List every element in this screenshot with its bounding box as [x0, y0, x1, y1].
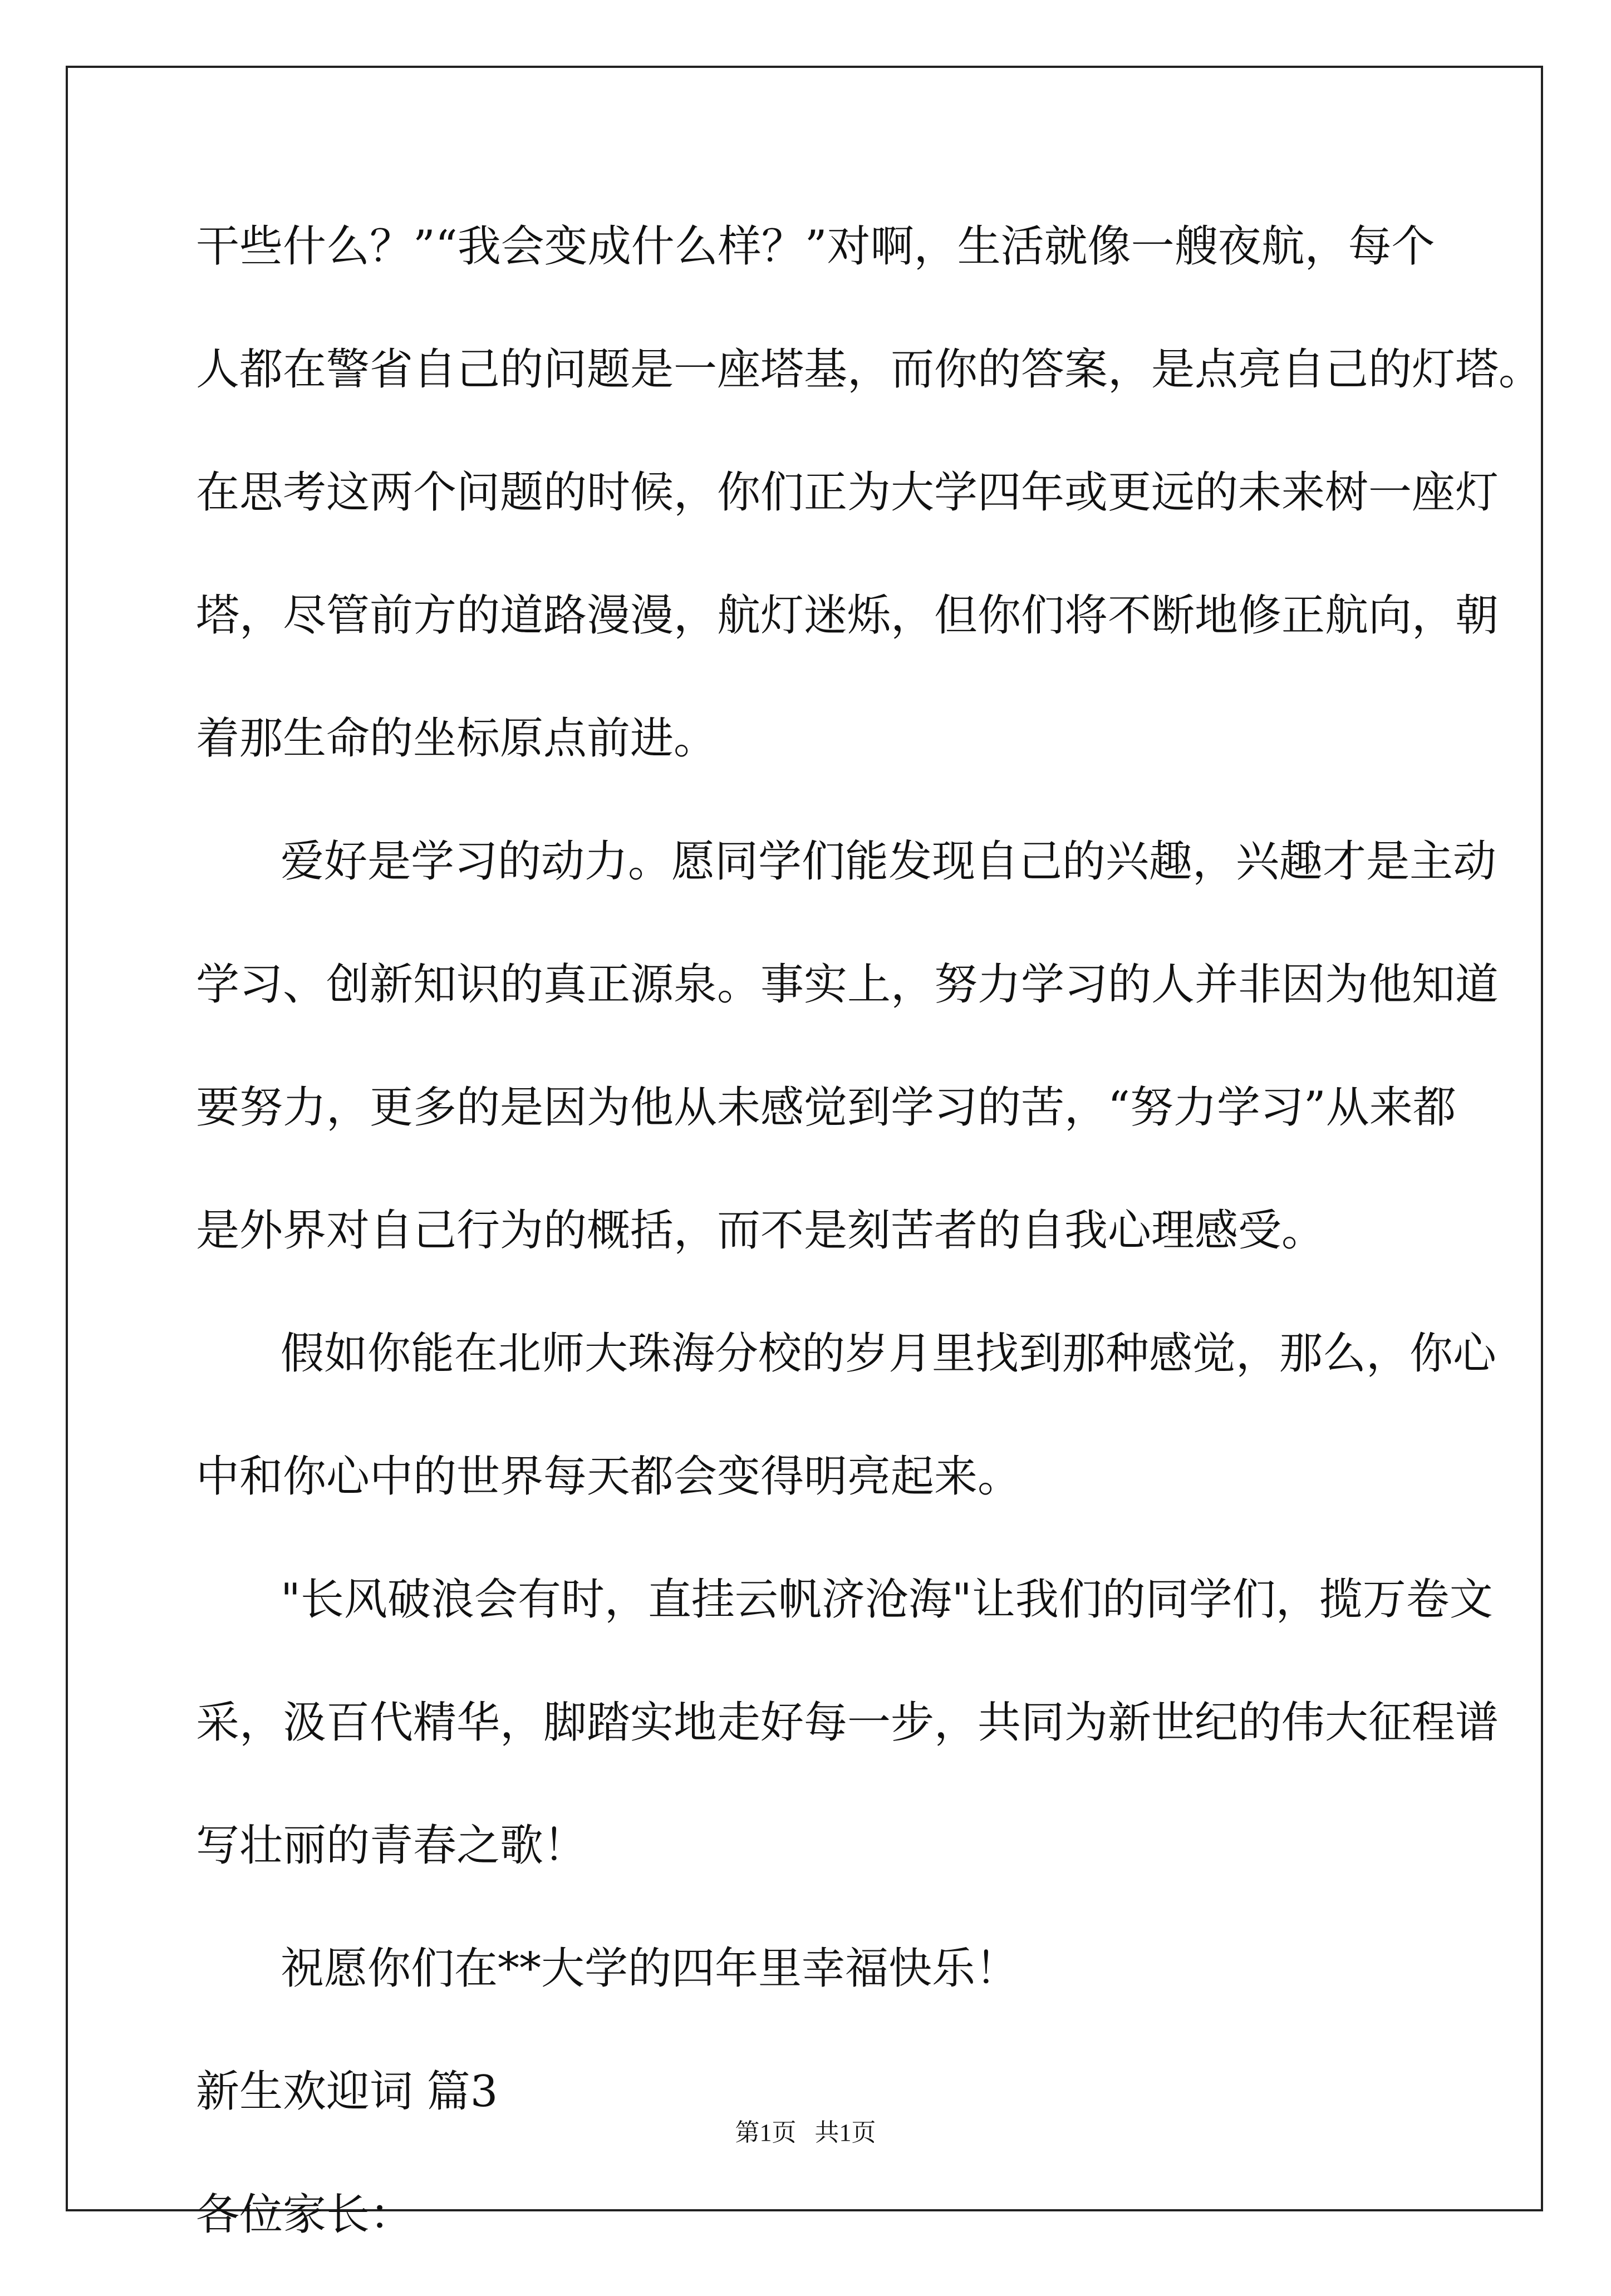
section-heading: 新生欢迎词 篇3 — [196, 2067, 498, 2117]
page-number-footer: 第1页 共1页 — [735, 2119, 876, 2146]
text-line: 塔，尽管前方的道路漫漫，航灯迷烁，但你们将不断地修正航向，朝 — [196, 591, 1499, 641]
text-line: 人都在警省自己的问题是一座塔基，而你的答案，是点亮自己的灯塔。 — [196, 345, 1543, 395]
text-line: 在思考这两个问题的时候，你们正为大学四年或更远的未来树一座灯 — [196, 468, 1499, 518]
paragraph-start-line: "长风破浪会有时，直挂云帆济沧海"让我们的同学们，揽万卷文 — [281, 1575, 1493, 1625]
document-body — [196, 205, 1543, 2296]
text-line: 着那生命的坐标原点前进。 — [196, 714, 718, 764]
text-line: 采，汲百代精华，脚踏实地走好每一步，共同为新世纪的伟大征程谱 — [196, 1698, 1499, 1748]
text-line: 学习、创新知识的真正源泉。事实上，努力学习的人并非因为他知道 — [196, 960, 1499, 1010]
text-line: 干些什么？”“我会变成什么样？”对啊，生活就像一艘夜航，每个 — [196, 222, 1435, 272]
paragraph-start-line: 假如你能在北师大珠海分校的岁月里找到那种感觉，那么，你心 — [281, 1329, 1497, 1379]
salutation: 各位家长： — [196, 2190, 414, 2240]
text-line: 要努力，更多的是因为他从未感觉到学习的苦，“努力学习”从来都 — [196, 1083, 1456, 1133]
paragraph-start-line: 爱好是学习的动力。愿同学们能发现自己的兴趣，兴趣才是主动 — [281, 837, 1497, 887]
text-line: 是外界对自己行为的概括，而不是刻苦者的自我心理感受。 — [196, 1206, 1325, 1256]
text-line: 写壮丽的青春之歌！ — [196, 1821, 587, 1871]
text-line: 中和你心中的世界每天都会变得明亮起来。 — [196, 1452, 1021, 1502]
paragraph-start-line: 祝愿你们在**大学的四年里幸福快乐！ — [281, 1944, 1019, 1994]
